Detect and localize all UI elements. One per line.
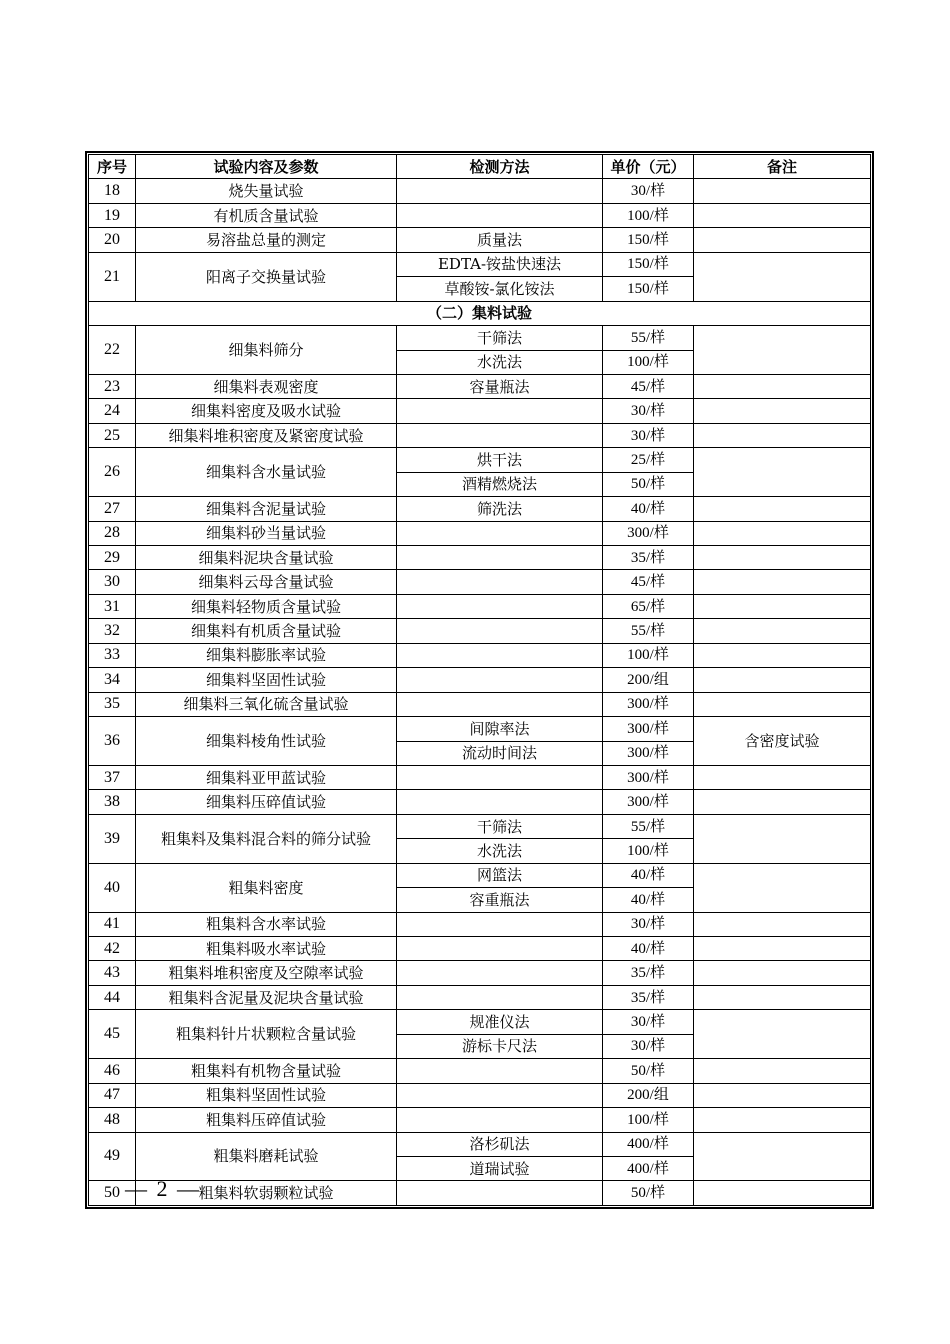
unit-price: 200/组 — [603, 668, 694, 692]
test-item: 有机质含量试验 — [136, 203, 397, 227]
row-number: 37 — [89, 765, 136, 789]
note — [694, 374, 871, 398]
unit-price: 400/样 — [603, 1132, 694, 1156]
unit-price: 150/样 — [603, 277, 694, 301]
row-number: 45 — [89, 1010, 136, 1059]
table-row — [89, 912, 871, 936]
unit-price: 40/样 — [603, 888, 694, 912]
row-number: 40 — [89, 863, 136, 912]
table-row — [89, 1132, 871, 1156]
table-row — [89, 937, 871, 961]
table-row — [89, 399, 871, 423]
note — [694, 1132, 871, 1181]
test-method — [397, 765, 603, 789]
note — [694, 790, 871, 814]
unit-price: 30/样 — [603, 1034, 694, 1058]
row-number: 25 — [89, 423, 136, 447]
row-number: 49 — [89, 1132, 136, 1181]
unit-price: 300/样 — [603, 521, 694, 545]
unit-price: 100/样 — [603, 1108, 694, 1132]
unit-price: 35/样 — [603, 961, 694, 985]
row-number: 36 — [89, 717, 136, 766]
row-number: 38 — [89, 790, 136, 814]
test-method: 筛洗法 — [397, 497, 603, 521]
table-row — [89, 252, 871, 276]
header-note: 备注 — [694, 155, 871, 179]
note — [694, 326, 871, 375]
row-number: 43 — [89, 961, 136, 985]
note — [694, 814, 871, 863]
test-item: 粗集料针片状颗粒含量试验 — [136, 1010, 397, 1059]
test-method: 草酸铵-氯化铵法 — [397, 277, 603, 301]
note — [694, 765, 871, 789]
test-item: 细集料压碎值试验 — [136, 790, 397, 814]
page-number: — 2 — — [125, 1176, 201, 1201]
table-row — [89, 228, 871, 252]
note — [694, 937, 871, 961]
header-price: 单价（元） — [603, 155, 694, 179]
note — [694, 203, 871, 227]
row-number: 42 — [89, 937, 136, 961]
table-row — [89, 985, 871, 1009]
table-row — [89, 814, 871, 838]
test-method — [397, 668, 603, 692]
table-row — [89, 790, 871, 814]
test-method — [397, 912, 603, 936]
row-number: 28 — [89, 521, 136, 545]
unit-price: 40/样 — [603, 497, 694, 521]
unit-price: 100/样 — [603, 203, 694, 227]
table-row — [89, 717, 871, 741]
row-number: 48 — [89, 1108, 136, 1132]
test-item: 粗集料含水率试验 — [136, 912, 397, 936]
row-number: 50 — [89, 1181, 136, 1205]
unit-price: 30/样 — [603, 1010, 694, 1034]
test-method — [397, 423, 603, 447]
test-method: 质量法 — [397, 228, 603, 252]
row-number: 32 — [89, 619, 136, 643]
row-number: 46 — [89, 1059, 136, 1083]
test-method — [397, 203, 603, 227]
table-row — [89, 863, 871, 887]
unit-price: 150/样 — [603, 252, 694, 276]
price-table-frame — [85, 151, 874, 1209]
test-item: 细集料堆积密度及紧密度试验 — [136, 423, 397, 447]
test-method: 间隙率法 — [397, 717, 603, 741]
test-method — [397, 570, 603, 594]
row-number: 33 — [89, 643, 136, 667]
table-row — [89, 594, 871, 618]
row-number: 30 — [89, 570, 136, 594]
unit-price: 25/样 — [603, 448, 694, 472]
test-method — [397, 1059, 603, 1083]
test-method: 水洗法 — [397, 839, 603, 863]
unit-price: 100/样 — [603, 839, 694, 863]
table-row — [89, 448, 871, 472]
test-item: 粗集料堆积密度及空隙率试验 — [136, 961, 397, 985]
unit-price: 40/样 — [603, 937, 694, 961]
test-method: 容重瓶法 — [397, 888, 603, 912]
unit-price: 30/样 — [603, 423, 694, 447]
unit-price: 300/样 — [603, 717, 694, 741]
row-number: 31 — [89, 594, 136, 618]
test-item: 细集料亚甲蓝试验 — [136, 765, 397, 789]
test-item: 粗集料密度 — [136, 863, 397, 912]
unit-price: 300/样 — [603, 790, 694, 814]
row-number: 41 — [89, 912, 136, 936]
table-row — [89, 961, 871, 985]
unit-price: 50/样 — [603, 1181, 694, 1205]
test-item: 细集料坚固性试验 — [136, 668, 397, 692]
table-row — [89, 619, 871, 643]
test-method — [397, 399, 603, 423]
note — [694, 619, 871, 643]
test-item: 粗集料磨耗试验 — [136, 1132, 397, 1181]
test-item: 细集料轻物质含量试验 — [136, 594, 397, 618]
unit-price: 400/样 — [603, 1156, 694, 1180]
unit-price: 300/样 — [603, 692, 694, 716]
table-row — [89, 1108, 871, 1132]
unit-price: 35/样 — [603, 546, 694, 570]
note — [694, 570, 871, 594]
test-method: 酒精燃烧法 — [397, 472, 603, 496]
test-method — [397, 1108, 603, 1132]
test-item: 易溶盐总量的测定 — [136, 228, 397, 252]
test-method: 洛杉矶法 — [397, 1132, 603, 1156]
test-method: 网篮法 — [397, 863, 603, 887]
unit-price: 45/样 — [603, 570, 694, 594]
note — [694, 692, 871, 716]
note — [694, 1108, 871, 1132]
note — [694, 985, 871, 1009]
row-number: 18 — [89, 179, 136, 203]
note — [694, 252, 871, 301]
test-item: 细集料膨胀率试验 — [136, 643, 397, 667]
unit-price: 300/样 — [603, 765, 694, 789]
table-row — [89, 326, 871, 350]
row-number: 44 — [89, 985, 136, 1009]
test-method: 烘干法 — [397, 448, 603, 472]
unit-price: 55/样 — [603, 326, 694, 350]
section-title: （二）集料试验 — [89, 301, 871, 325]
test-method — [397, 521, 603, 545]
note — [694, 399, 871, 423]
test-method — [397, 546, 603, 570]
unit-price: 65/样 — [603, 594, 694, 618]
row-number: 29 — [89, 546, 136, 570]
test-method: 水洗法 — [397, 350, 603, 374]
test-method: 干筛法 — [397, 814, 603, 838]
row-number: 21 — [89, 252, 136, 301]
note — [694, 863, 871, 912]
note — [694, 228, 871, 252]
price-table — [88, 154, 871, 1206]
test-item: 细集料砂当量试验 — [136, 521, 397, 545]
test-item: 细集料有机质含量试验 — [136, 619, 397, 643]
table-row — [89, 203, 871, 227]
row-number: 24 — [89, 399, 136, 423]
row-number: 35 — [89, 692, 136, 716]
test-method: 游标卡尺法 — [397, 1034, 603, 1058]
row-number: 22 — [89, 326, 136, 375]
test-method — [397, 643, 603, 667]
unit-price: 150/样 — [603, 228, 694, 252]
table-row — [89, 765, 871, 789]
table-row — [89, 423, 871, 447]
test-method — [397, 594, 603, 618]
unit-price: 200/组 — [603, 1083, 694, 1107]
table-row — [89, 546, 871, 570]
table-row — [89, 1181, 871, 1205]
table-row — [89, 374, 871, 398]
unit-price: 50/样 — [603, 1059, 694, 1083]
table-row — [89, 1083, 871, 1107]
note — [694, 1010, 871, 1059]
test-method — [397, 790, 603, 814]
test-method — [397, 1083, 603, 1107]
unit-price: 30/样 — [603, 912, 694, 936]
note — [694, 594, 871, 618]
test-method: 流动时间法 — [397, 741, 603, 765]
unit-price: 30/样 — [603, 399, 694, 423]
unit-price: 55/样 — [603, 619, 694, 643]
table-row — [89, 570, 871, 594]
note — [694, 668, 871, 692]
test-method: 容量瓶法 — [397, 374, 603, 398]
test-item: 细集料含水量试验 — [136, 448, 397, 497]
unit-price: 35/样 — [603, 985, 694, 1009]
test-method — [397, 1181, 603, 1205]
note — [694, 521, 871, 545]
test-item: 细集料棱角性试验 — [136, 717, 397, 766]
table-body — [89, 179, 871, 1205]
note — [694, 643, 871, 667]
section-row — [89, 301, 871, 325]
note — [694, 423, 871, 447]
row-number: 20 — [89, 228, 136, 252]
note: 含密度试验 — [694, 717, 871, 766]
row-number: 19 — [89, 203, 136, 227]
header-item: 试验内容及参数 — [136, 155, 397, 179]
table-row — [89, 692, 871, 716]
row-number: 47 — [89, 1083, 136, 1107]
test-method — [397, 937, 603, 961]
note — [694, 497, 871, 521]
unit-price: 55/样 — [603, 814, 694, 838]
note — [694, 961, 871, 985]
header-method: 检测方法 — [397, 155, 603, 179]
note — [694, 448, 871, 497]
unit-price: 100/样 — [603, 350, 694, 374]
test-method: 规准仪法 — [397, 1010, 603, 1034]
row-number: 23 — [89, 374, 136, 398]
test-method — [397, 179, 603, 203]
test-item: 阳离子交换量试验 — [136, 252, 397, 301]
test-method — [397, 619, 603, 643]
table-header-row — [89, 155, 871, 179]
table-row — [89, 179, 871, 203]
row-number: 39 — [89, 814, 136, 863]
note — [694, 1059, 871, 1083]
test-item: 粗集料吸水率试验 — [136, 937, 397, 961]
test-item: 粗集料坚固性试验 — [136, 1083, 397, 1107]
unit-price: 30/样 — [603, 179, 694, 203]
row-number: 34 — [89, 668, 136, 692]
table-row — [89, 1059, 871, 1083]
test-item: 粗集料有机物含量试验 — [136, 1059, 397, 1083]
test-item: 细集料密度及吸水试验 — [136, 399, 397, 423]
test-method: EDTA-铵盐快速法 — [397, 252, 603, 276]
note — [694, 1181, 871, 1205]
unit-price: 45/样 — [603, 374, 694, 398]
test-item: 细集料含泥量试验 — [136, 497, 397, 521]
note — [694, 546, 871, 570]
test-item: 细集料泥块含量试验 — [136, 546, 397, 570]
test-method: 道瑞试验 — [397, 1156, 603, 1180]
test-item: 粗集料及集料混合料的筛分试验 — [136, 814, 397, 863]
row-number: 27 — [89, 497, 136, 521]
table-row — [89, 1010, 871, 1034]
test-method — [397, 692, 603, 716]
test-item: 粗集料软弱颗粒试验 — [136, 1181, 397, 1205]
test-item: 粗集料含泥量及泥块含量试验 — [136, 985, 397, 1009]
unit-price: 50/样 — [603, 472, 694, 496]
table-row — [89, 521, 871, 545]
unit-price: 300/样 — [603, 741, 694, 765]
unit-price: 100/样 — [603, 643, 694, 667]
row-number: 26 — [89, 448, 136, 497]
note — [694, 179, 871, 203]
table-row — [89, 643, 871, 667]
test-item: 粗集料压碎值试验 — [136, 1108, 397, 1132]
note — [694, 1083, 871, 1107]
table-row — [89, 668, 871, 692]
header-no: 序号 — [89, 155, 136, 179]
test-method: 干筛法 — [397, 326, 603, 350]
test-item: 烧失量试验 — [136, 179, 397, 203]
test-method — [397, 985, 603, 1009]
test-item: 细集料筛分 — [136, 326, 397, 375]
unit-price: 40/样 — [603, 863, 694, 887]
table-row — [89, 497, 871, 521]
test-item: 细集料表观密度 — [136, 374, 397, 398]
test-item: 细集料云母含量试验 — [136, 570, 397, 594]
test-method — [397, 961, 603, 985]
test-item: 细集料三氧化硫含量试验 — [136, 692, 397, 716]
note — [694, 912, 871, 936]
